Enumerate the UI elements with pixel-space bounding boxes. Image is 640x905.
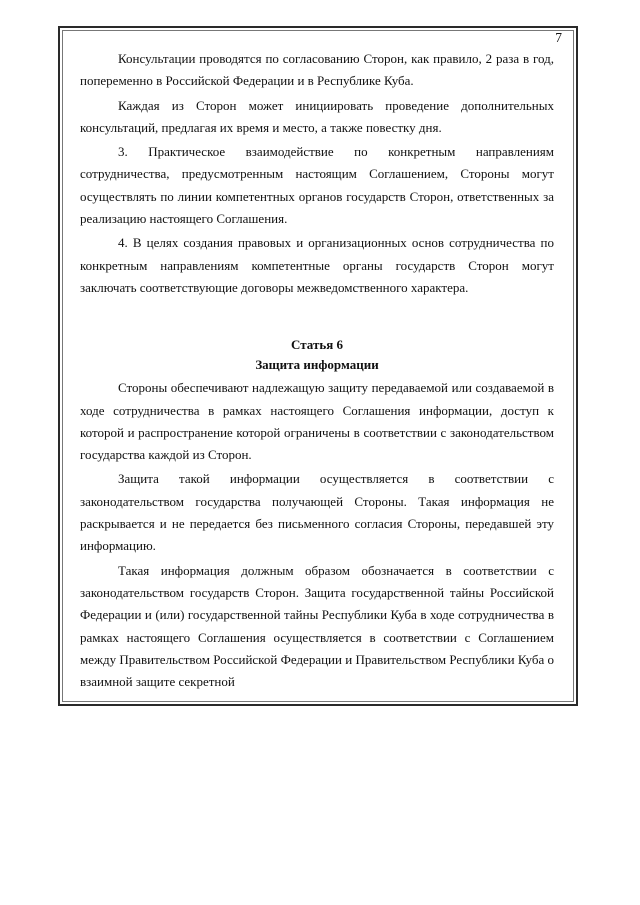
article-title: Защита информации [255, 357, 379, 373]
document-body [80, 48, 554, 695]
paragraph-information-protection: Стороны обеспечивают надлежащую защиту передаваемой или создаваемой в ходе сотрудничества в рамках настоящего Соглашения информации, доступ к которой и распространение которой ограничены в соответствии с законодательством государства каждой из Сторон. [80, 380, 554, 463]
paragraph-state-secret: Такая информация должным образом обозначается в соответствии с законодательством государств Сторон. Защита государственной тайны Российской Федерации и (или) государственной тайны Республики Куба в ходе сотрудничества в рамках настоящего Соглашения осуществляется в соответствии с Соглашением между Правительством Российской Федерации и Правительством Республики Куба о взаимной защите секретной [80, 562, 554, 690]
paragraph-additional-consultations: Каждая из Сторон может инициировать проведение дополнительных консультаций, предлагая их время и место, а также повестку дня. [80, 97, 554, 135]
section-spacer [80, 301, 554, 337]
page-number: 7 [555, 30, 562, 45]
page-frame [58, 26, 578, 706]
article-number: Статья 6 [291, 337, 343, 353]
paragraph-clause-4: 4. В целях создания правовых и организационных основ сотрудничества по конкретным направлениям компетентные органы государств Сторон могут заключать соответствующие договоры межведомственного характера. [80, 235, 554, 295]
paragraph-protection-legislation: Защита такой информации осуществляется в соответствии с законодательством государства получающей Стороны. Такая информация не раскрывается и не передается без письменного согласия Стороны, передавшей эту информацию. [80, 471, 554, 554]
paragraph-clause-3: 3. Практическое взаимодействие по конкретным направлениям сотрудничества, предусмотренным настоящим Соглашением, Стороны могут осуществлять по линии компетентных органов государств Сторон, ответственных за реализацию настоящего Соглашения. [80, 144, 554, 227]
paragraph-consultations-schedule: Консультации проводятся по согласованию Сторон, как правило, 2 раза в год, попеременно в Российской Федерации и в Республике Куба. [80, 51, 554, 89]
